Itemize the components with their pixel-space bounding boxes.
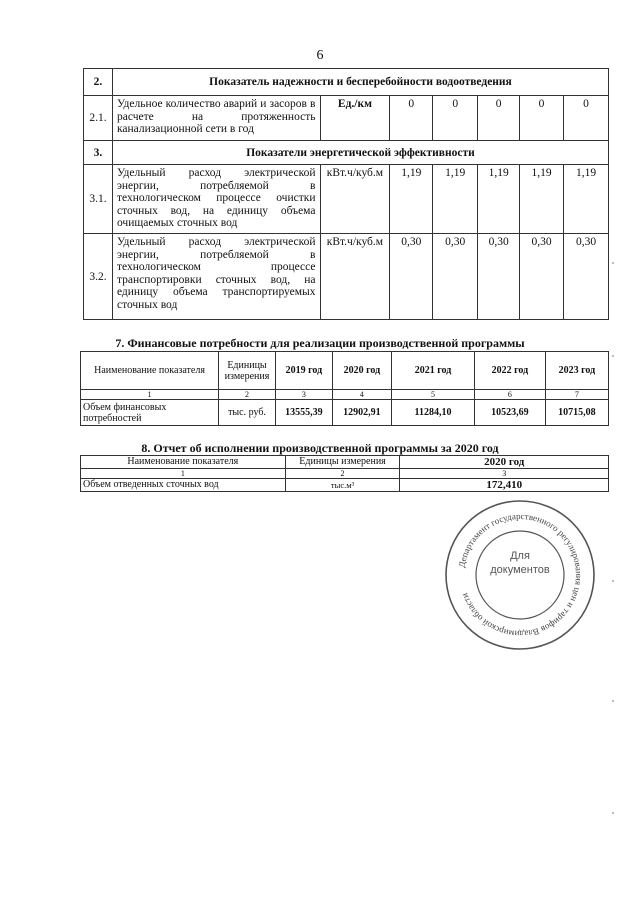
indicator-unit: тыс. руб. [219,400,276,426]
official-stamp [442,497,598,653]
indicator-value: 1,19 [564,165,609,234]
table-row [81,479,609,492]
indicator-value: 1,19 [433,165,478,234]
column-header: 2020 год [400,456,609,469]
indicator-value: 0,30 [433,234,478,320]
table-header-row [81,352,609,390]
row-number: 3.1. [84,165,113,234]
year-value: 12902,91 [332,400,391,426]
indicator-name: Объем отведенных сточных вод [81,479,286,492]
indicator-unit: Ед./км [320,96,390,141]
indicator-value: 0,30 [564,234,609,320]
table-row [81,400,609,426]
column-index-row [81,390,609,400]
column-header: 2020 год [332,352,391,390]
indicator-value: 1,19 [478,165,520,234]
column-header: 2019 год [275,352,332,390]
indicator-unit: кВт.ч/куб.м [320,165,390,234]
scan-artifact [612,812,614,814]
scan-artifact [612,262,614,264]
indicator-value: 0,30 [390,234,433,320]
indicator-unit: тыс.м³ [285,479,400,492]
report-value: 172,410 [400,479,609,492]
indicator-value: 0 [520,96,564,141]
indicators-table [83,68,609,320]
section-number: 3. [84,141,113,165]
column-index: 1 [81,469,286,479]
scan-artifact [612,700,614,702]
table-row [84,234,609,320]
indicator-name: Объем финансовых потребностей [81,400,219,426]
table-header-row [81,456,609,469]
column-header: Единицы измерения [219,352,276,390]
section-8-title: 8. Отчет об исполнении производственной программы за 2020 год [141,441,499,455]
stamp-center-text [442,549,598,577]
indicator-description: Удельный расход электрической энергии, потребляемой в технологическом процессе очистки сточных вод, на единицу объема очищаемых сточных вод [112,165,320,234]
section-title: Показатель надежности и бесперебойности водоотведения [112,69,608,96]
section-number: 2. [84,69,113,96]
column-index: 6 [475,390,546,400]
stamp-center-line: документов [490,564,550,576]
column-header: 2023 год [545,352,608,390]
table-row [84,165,609,234]
section-row [84,141,609,165]
stamp-ring-text: Департамент государственного регулирования цен и тарифов Владимирской области [456,510,585,640]
scan-artifact [612,355,614,357]
column-index: 3 [400,469,609,479]
column-header: 2022 год [475,352,546,390]
indicator-value: 1,19 [520,165,564,234]
column-index: 2 [219,390,276,400]
column-header: Наименование показателя [81,352,219,390]
indicator-value: 0 [433,96,478,141]
column-index: 2 [285,469,400,479]
column-header: Единицы измерения [285,456,400,469]
row-number: 2.1. [84,96,113,141]
stamp-center-line: Для [510,550,530,562]
column-header: 2021 год [391,352,474,390]
indicator-value: 0,30 [520,234,564,320]
indicator-description: Удельное количество аварий и засоров в расчете на протяженность канализационной сети в год [112,96,320,141]
column-header: Наименование показателя [81,456,286,469]
scan-artifact [612,580,614,582]
column-index: 3 [275,390,332,400]
indicator-value: 0,30 [478,234,520,320]
year-value: 11284,10 [391,400,474,426]
program-report-table [80,455,609,492]
column-index-row [81,469,609,479]
table-row [84,96,609,141]
year-value: 10715,08 [545,400,608,426]
financial-needs-table [80,351,609,426]
section-title: Показатели энергетической эффективности [112,141,608,165]
column-index: 7 [545,390,608,400]
year-value: 13555,39 [275,400,332,426]
column-index: 5 [391,390,474,400]
row-number: 3.2. [84,234,113,320]
section-row [84,69,609,96]
indicator-value: 1,19 [390,165,433,234]
indicator-value: 0 [390,96,433,141]
column-index: 1 [81,390,219,400]
indicator-unit: кВт.ч/куб.м [320,234,390,320]
year-value: 10523,69 [475,400,546,426]
indicator-description: Удельный расход электрической энергии, потребляемой в технологическом процессе транспортировки сточных вод, на единицу объема транспортируемых сточных вод [112,234,320,320]
section-7-title: 7. Финансовые потребности для реализации производственной программы [115,336,525,350]
column-index: 4 [332,390,391,400]
indicator-value: 0 [564,96,609,141]
page-number: 6 [316,48,324,63]
indicator-value: 0 [478,96,520,141]
